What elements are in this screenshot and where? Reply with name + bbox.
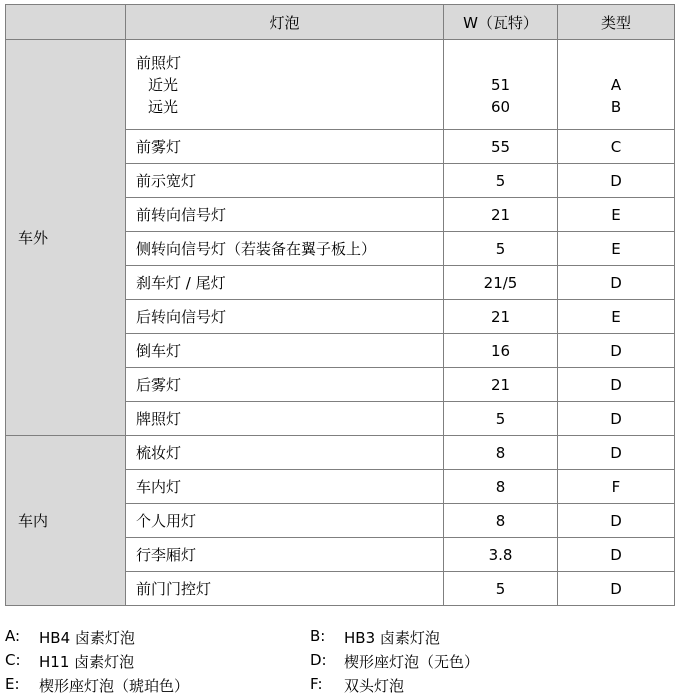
bulb-name: 前门门控灯 <box>126 572 444 606</box>
legend-key: C: <box>5 650 21 669</box>
legend-text: HB3 卤素灯泡 <box>344 628 440 647</box>
headlamp-low-type: A <box>610 75 622 94</box>
bulb-watt <box>444 40 558 130</box>
bulb-type: D <box>558 164 675 198</box>
table-row <box>6 40 675 130</box>
area-interior: 车内 <box>6 436 126 606</box>
bulb-name: 车内灯 <box>126 470 444 504</box>
bulb-name: 侧转向信号灯（若装备在翼子板上） <box>126 232 444 266</box>
bulb-watt: 21 <box>444 300 558 334</box>
legend-item <box>310 627 674 648</box>
legend-row <box>5 625 674 649</box>
bulb-watt: 5 <box>444 402 558 436</box>
bulb-name: 倒车灯 <box>126 334 444 368</box>
bulb-watt: 55 <box>444 130 558 164</box>
legend-text: HB4 卤素灯泡 <box>39 628 135 647</box>
bulb-watt: 8 <box>444 504 558 538</box>
bulb-type: D <box>558 538 675 572</box>
bulb-watt: 5 <box>444 164 558 198</box>
bulb-type: E <box>558 198 675 232</box>
headlamp-high-type: B <box>610 97 622 116</box>
bulb-name: 刹车灯 / 尾灯 <box>126 266 444 300</box>
bulb-type: E <box>558 232 675 266</box>
legend-text: 楔形座灯泡（琥珀色） <box>39 676 190 695</box>
bulb-watt: 8 <box>444 470 558 504</box>
bulb-type: D <box>558 402 675 436</box>
legend-item <box>310 675 674 696</box>
legend-key: F: <box>310 674 323 693</box>
area-exterior: 车外 <box>6 40 126 436</box>
legend-key: E: <box>5 674 20 693</box>
headlamp-low-watt: 51 <box>490 75 511 94</box>
bulb-name: 行李厢灯 <box>126 538 444 572</box>
legend-item <box>5 651 310 672</box>
bulb-watt: 5 <box>444 572 558 606</box>
type-legend <box>5 625 674 697</box>
header-area <box>6 5 126 40</box>
bulb-type: D <box>558 436 675 470</box>
legend-row <box>5 649 674 673</box>
bulb-type: D <box>558 572 675 606</box>
bulb-type: D <box>558 266 675 300</box>
legend-key: A: <box>5 626 21 645</box>
legend-item <box>310 651 674 672</box>
bulb-name: 梳妆灯 <box>126 436 444 470</box>
bulb-name <box>126 40 444 130</box>
headlamp-high-watt: 60 <box>490 97 511 116</box>
legend-item <box>5 627 310 648</box>
bulb-type: D <box>558 368 675 402</box>
bulb-type: E <box>558 300 675 334</box>
header-type: 类型 <box>558 5 675 40</box>
legend-row <box>5 673 674 697</box>
table-row <box>6 436 675 470</box>
bulb-watt: 3.8 <box>444 538 558 572</box>
bulb-watt: 16 <box>444 334 558 368</box>
header-watt: W（瓦特） <box>444 5 558 40</box>
bulb-name: 后转向信号灯 <box>126 300 444 334</box>
headlamp-label: 前照灯 <box>136 53 182 72</box>
legend-key: B: <box>310 626 326 645</box>
bulb-name: 后雾灯 <box>126 368 444 402</box>
legend-key: D: <box>310 650 327 669</box>
bulb-table <box>5 4 675 606</box>
legend-item <box>5 675 310 696</box>
bulb-name: 个人用灯 <box>126 504 444 538</box>
legend-text: 双头灯泡 <box>344 676 405 695</box>
bulb-type: D <box>558 504 675 538</box>
headlamp-high-label: 远光 <box>148 97 179 116</box>
bulb-name: 前转向信号灯 <box>126 198 444 232</box>
bulb-name: 前雾灯 <box>126 130 444 164</box>
bulb-type: D <box>558 334 675 368</box>
table-header-row <box>6 5 675 40</box>
bulb-watt: 21 <box>444 368 558 402</box>
headlamp-low-label: 近光 <box>148 75 179 94</box>
bulb-watt: 8 <box>444 436 558 470</box>
legend-text: 楔形座灯泡（无色） <box>344 652 480 671</box>
bulb-type: F <box>558 470 675 504</box>
bulb-watt: 21/5 <box>444 266 558 300</box>
bulb-name: 前示宽灯 <box>126 164 444 198</box>
header-bulb: 灯泡 <box>126 5 444 40</box>
bulb-watt: 21 <box>444 198 558 232</box>
bulb-type <box>558 40 675 130</box>
legend-text: H11 卤素灯泡 <box>39 652 135 671</box>
bulb-name: 牌照灯 <box>126 402 444 436</box>
bulb-type: C <box>558 130 675 164</box>
bulb-watt: 5 <box>444 232 558 266</box>
